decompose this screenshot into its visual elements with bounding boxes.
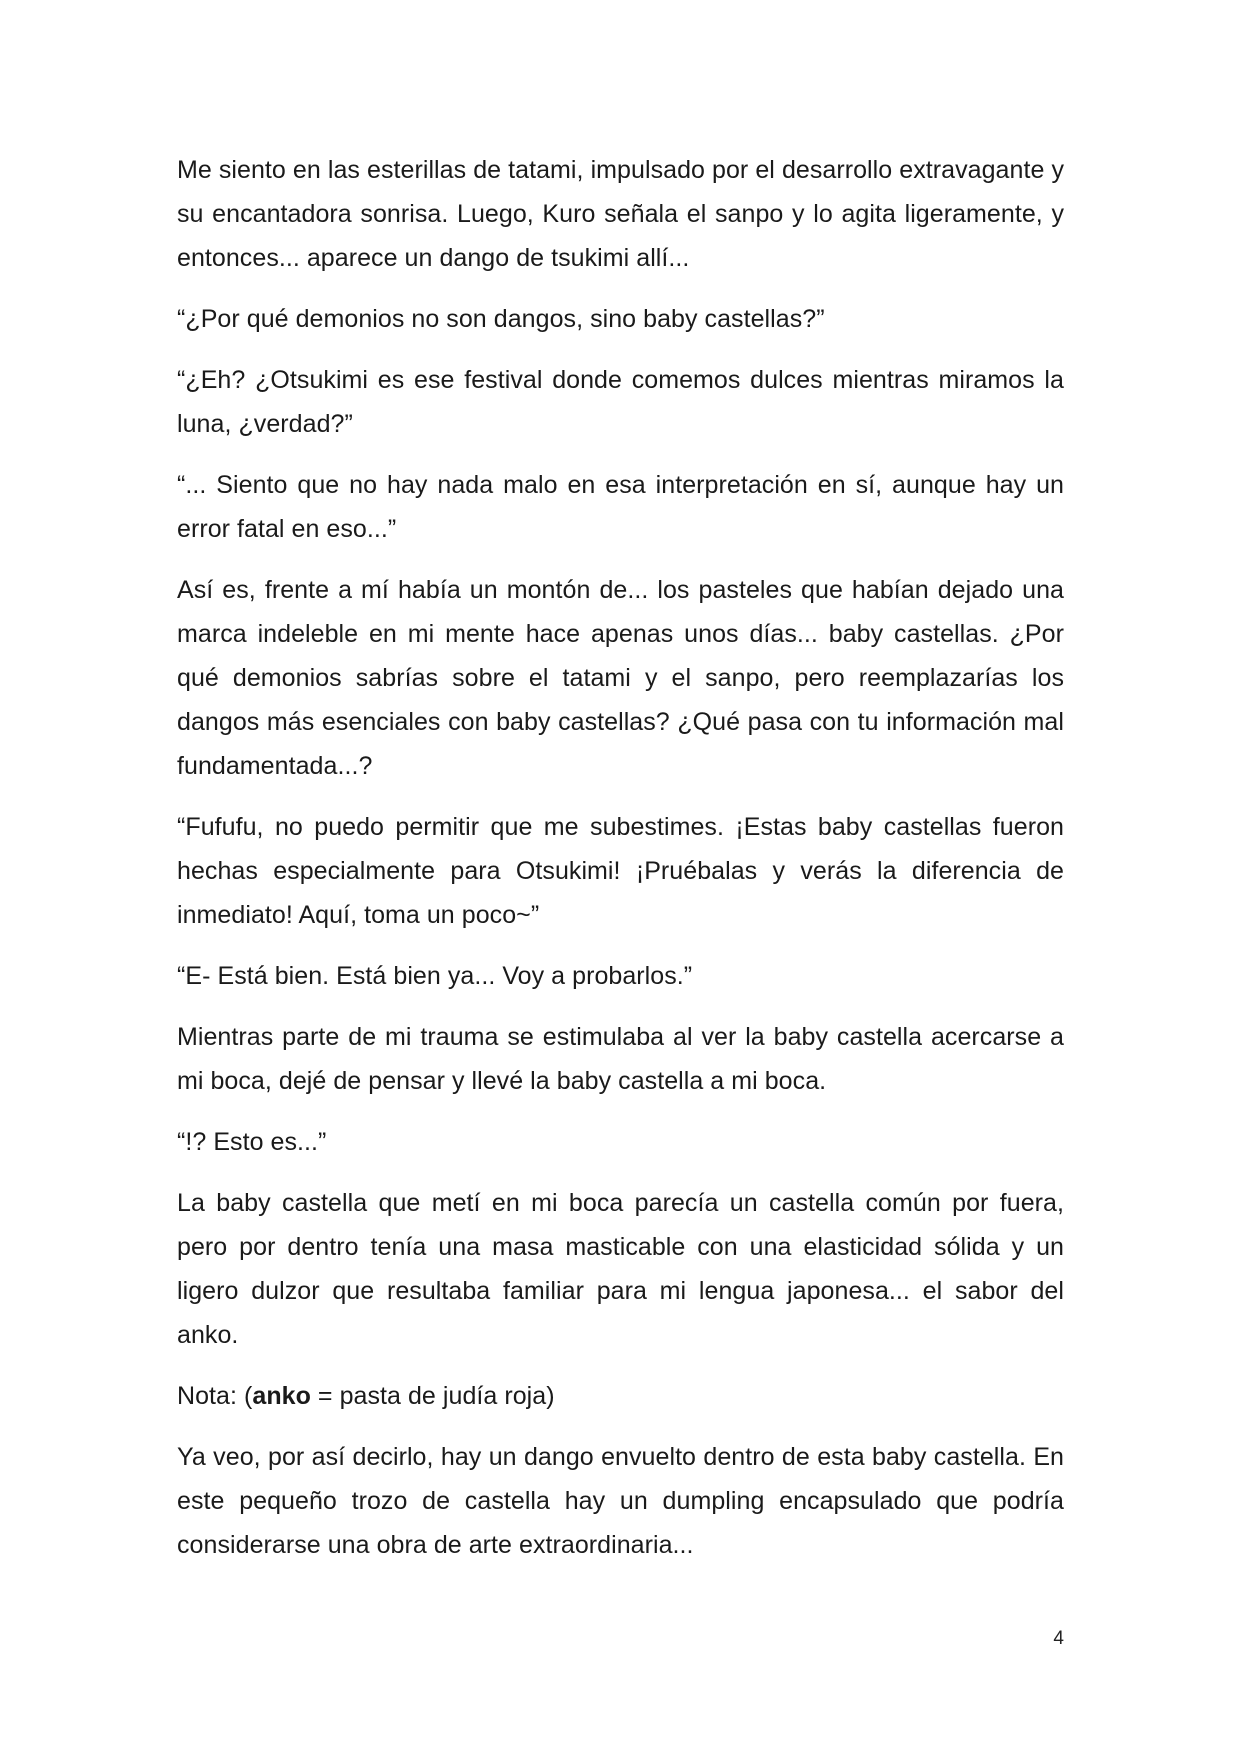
dialogue-line: “¿Por qué demonios no son dangos, sino baby castellas?” [177,305,825,333]
dialogue-line: “Fufufu, no puedo permitir que me subestimes. ¡Estas baby castellas fueron hechas especialmente para Otsukimi! ¡Pruébalas y verás la diferencia de inmediato! Aquí, toma un poco~” [177,813,1064,929]
note-prefix: Nota: ( [177,1382,253,1410]
dialogue-line: “E- Está bien. Está bien ya... Voy a probarlos.” [177,962,693,990]
dialogue-line: “¿Eh? ¿Otsukimi es ese festival donde comemos dulces mientras miramos la luna, ¿verdad?” [177,366,1064,438]
document-page [177,148,1064,1584]
dialogue-line: “!? Esto es...” [177,1128,327,1156]
paragraph-narration: Mientras parte de mi trauma se estimulaba al ver la baby castella acercarse a mi boca, dejé de pensar y llevé la baby castella a mi boca. [177,1023,1064,1095]
paragraph-narration: La baby castella que metí en mi boca parecía un castella común por fuera, pero por dentro tenía una masa masticable con una elasticidad sólida y un ligero dulzor que resultaba familiar para mi lengua japonesa... el sabor del anko. [177,1189,1064,1349]
note-term: anko [252,1382,311,1410]
paragraph-closing: Ya veo, por así decirlo, hay un dango envuelto dentro de esta baby castella. En este pequeño trozo de castella hay un dumpling encapsulado que podría considerarse una obra de arte extraordinaria... [177,1443,1064,1559]
paragraph-intro: Me siento en las esterillas de tatami, impulsado por el desarrollo extravagante y su encantadora sonrisa. Luego, Kuro señala el sanpo y lo agita ligeramente, y entonces... aparece un dango de tsukimi allí... [177,156,1064,272]
page-number: 4 [1053,1628,1064,1649]
note-definition: = pasta de judía roja) [310,1382,555,1410]
translator-note [177,1374,1064,1418]
paragraph-narration: Así es, frente a mí había un montón de... los pasteles que habían dejado una marca indeleble en mi mente hace apenas unos días... baby castellas. ¿Por qué demonios sabrías sobre el tatami y el sanpo, pero reemplazarías los dangos más esenciales con baby castellas? ¿Qué pasa con tu información mal fundamentada...? [177,576,1064,780]
dialogue-line: “... Siento que no hay nada malo en esa interpretación en sí, aunque hay un error fatal en eso...” [177,471,1064,543]
